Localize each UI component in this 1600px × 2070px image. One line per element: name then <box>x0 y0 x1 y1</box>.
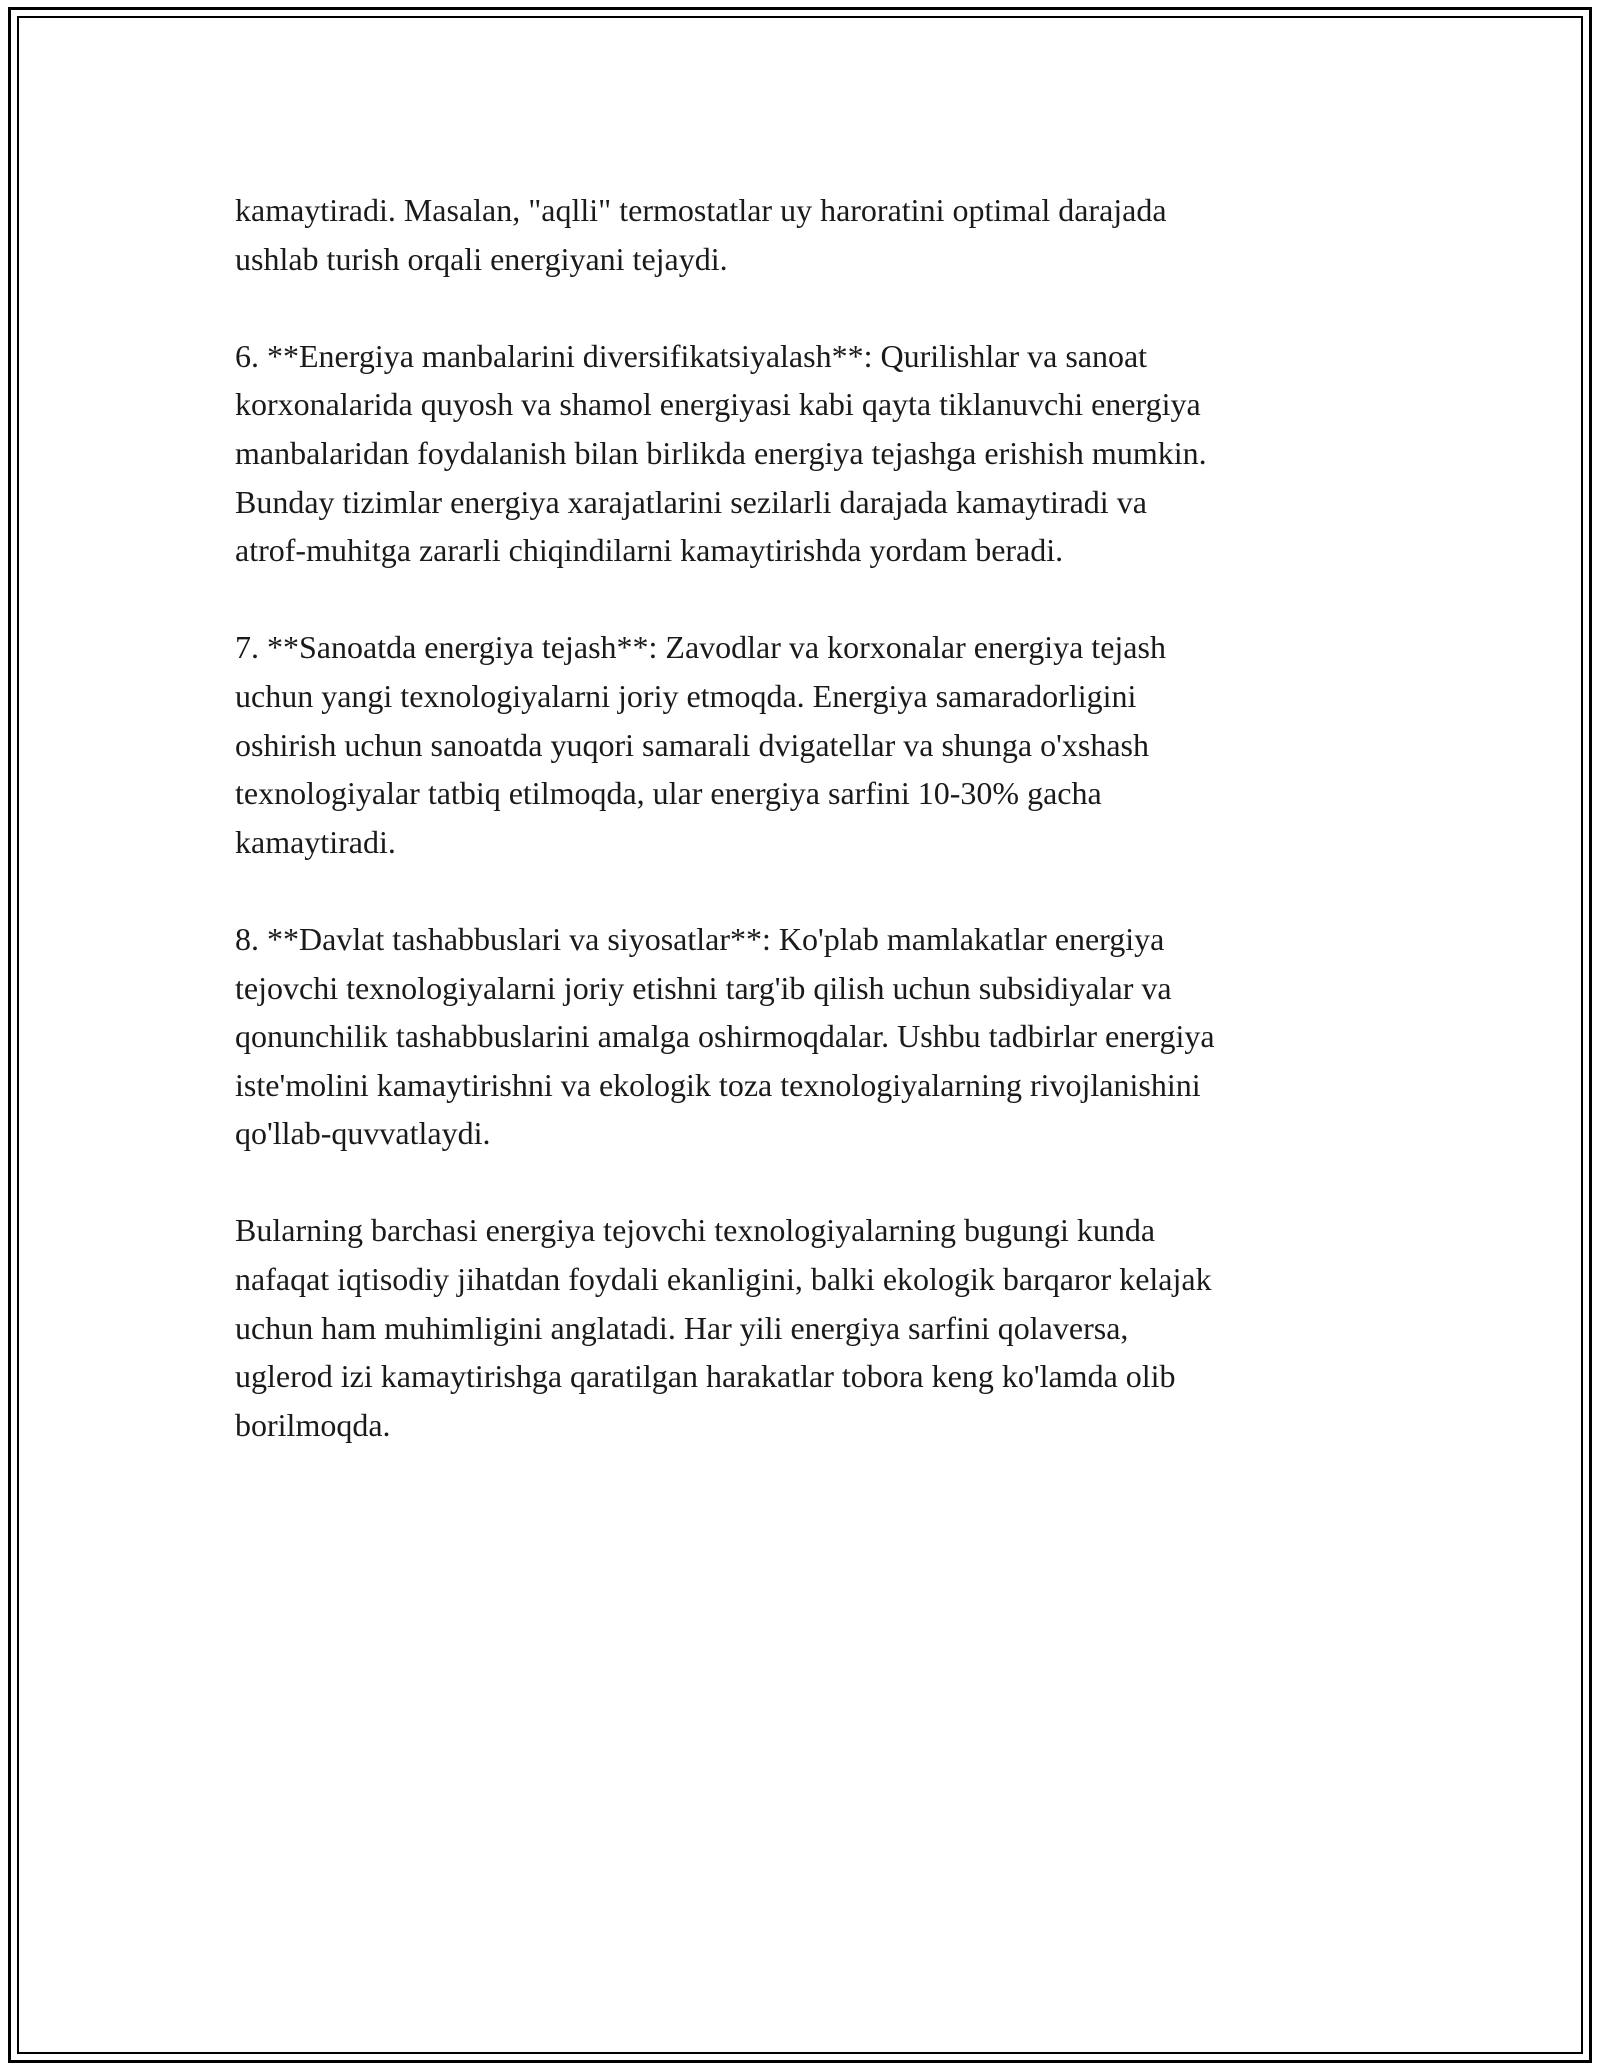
paragraph-continuation: kamaytiradi. Masalan, "aqlli" termostatlar uy haroratini optimal darajada ushlab turish orqali energiyani tejaydi. <box>235 192 1167 277</box>
paragraph-conclusion: Bularning barchasi energiya tejovchi texnologiyalarning bugungi kunda nafaqat iqtisodiy jihatdan foydali ekanligini, balki ekologik barqaror kelajak uchun ham muhimligini anglatadi. Har yili energiya sarfini qolaversa, uglerod izi kamaytirishga qaratilgan harakatlar tobora keng ko'lamda olib borilmoqda. <box>235 1212 1212 1443</box>
paragraph-item-6: 6. **Energiya manbalarini diversifikatsiyalash**: Qurilishlar va sanoat korxonalarida quyosh va shamol energiyasi kabi qayta tiklanuvchi energiya manbalaridan foydalanish bilan birlikda energiya tejashga erishish mumkin. Bunday tizimlar energiya xarajatlarini sezilarli darajada kamaytiradi va atrof-muhitga zararli chiqindilarni kamaytirishda yordam beradi. <box>235 337 1207 569</box>
document-body <box>235 186 1375 1498</box>
paragraph-item-8: 8. **Davlat tashabbuslari va siyosatlar**: Ko'plab mamlakatlar energiya tejovchi texnologiyalarni joriy etishni targ'ib qilish uchun subsidiyalar va qonunchilik tashabbuslarini amalga oshirmoqdalar. Ushbu tadbirlar energiya iste'molini kamaytirishni va ekologik toza texnologiyalarning rivojlanishini qo'llab-quvvatlaydi. <box>235 920 1215 1152</box>
paragraph-item-7: 7. **Sanoatda energiya tejash**: Zavodlar va korxonalar energiya tejash uchun yangi texnologiyalarni joriy etmoqda. Energiya samaradorligini oshirish uchun sanoatda yuqori samarali dvigatellar va shunga o'xshash texnologiyalar tatbiq etilmoqda, ular energiya sarfini 10-30% gacha kamaytiradi. <box>235 629 1166 860</box>
